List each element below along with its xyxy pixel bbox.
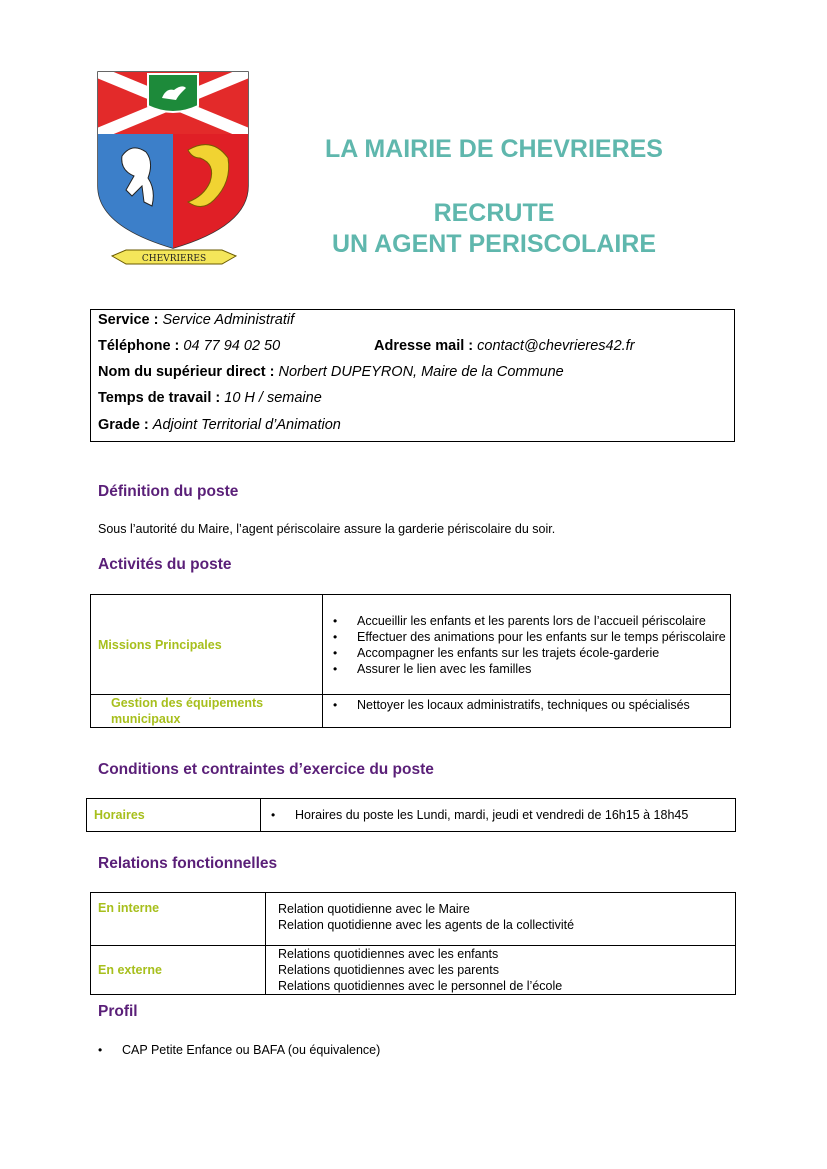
missions-cell xyxy=(323,595,731,695)
table-row xyxy=(91,893,736,946)
relation-line: Relations quotidiennes avec les parents xyxy=(278,963,499,977)
profile-list xyxy=(88,1042,380,1058)
superior-value: Norbert DUPEYRON, Maire de la Commune xyxy=(278,364,564,380)
activities-heading: Activités du poste xyxy=(98,556,232,573)
list-item: • Assurer le lien avec les familles xyxy=(323,661,730,677)
worktime-row xyxy=(98,388,322,408)
internal-cell xyxy=(266,893,736,946)
grade-value: Adjoint Territorial d’Animation xyxy=(152,417,341,433)
email-label: Adresse mail : xyxy=(374,338,474,354)
list-item: • Accompagner les enfants sur les trajets école-garderie xyxy=(323,645,730,661)
crest-ribbon-text: CHEVRIERES xyxy=(141,254,207,264)
table-row xyxy=(91,595,731,695)
grade-label: Grade : xyxy=(98,417,149,433)
service-row xyxy=(98,310,294,330)
worktime-label: Temps de travail : xyxy=(98,390,221,406)
phone-value: 04 77 94 02 50 xyxy=(183,338,281,354)
definition-heading: Définition du poste xyxy=(98,483,239,500)
list-item: • Nettoyer les locaux administratifs, techniques ou spécialisés xyxy=(323,697,730,713)
table-row xyxy=(87,799,736,832)
coat-of-arms-logo xyxy=(92,66,256,272)
superior-row xyxy=(98,362,564,382)
page-title-line-3: UN AGENT PERISCOLAIRE xyxy=(331,230,657,258)
list-item: • Effectuer des animations pour les enfants sur le temps périscolaire xyxy=(323,629,730,645)
internal-label: En interne xyxy=(91,893,266,946)
missions-label: Missions Principales xyxy=(91,595,323,695)
page-title-line-1: LA MAIRIE DE CHEVRIERES xyxy=(324,135,663,163)
list-item: • Accueillir les enfants et les parents lors de l’accueil périscolaire xyxy=(323,613,730,629)
email-row xyxy=(374,336,635,356)
equipment-label: Gestion des équipements municipaux xyxy=(91,695,323,728)
relation-line: Relations quotidiennes avec le personnel de l’école xyxy=(278,979,563,993)
activities-table xyxy=(90,594,731,728)
phone-row xyxy=(98,336,280,356)
profile-heading: Profil xyxy=(98,1003,138,1020)
hours-cell xyxy=(261,799,736,832)
table-row xyxy=(91,946,736,995)
definition-text: Sous l’autorité du Maire, l’agent périscolaire assure la garderie périscolaire du soir. xyxy=(98,522,556,536)
relation-line: Relation quotidienne avec les agents de la collectivité xyxy=(278,918,575,932)
email-value: contact@chevrieres42.fr xyxy=(477,338,635,354)
external-label: En externe xyxy=(91,946,266,995)
superior-label: Nom du supérieur direct : xyxy=(98,364,275,380)
conditions-table xyxy=(86,798,736,832)
hours-label: Horaires xyxy=(87,799,261,832)
job-info-box xyxy=(90,309,735,442)
relations-heading: Relations fonctionnelles xyxy=(98,855,278,872)
relation-line: Relation quotidienne avec le Maire xyxy=(278,902,470,916)
grade-row xyxy=(98,415,341,435)
relation-line: Relations quotidiennes avec les enfants xyxy=(278,947,499,961)
equipment-cell xyxy=(323,695,731,728)
table-row xyxy=(91,695,731,728)
page-title-line-2: RECRUTE xyxy=(433,199,555,227)
external-cell xyxy=(266,946,736,995)
list-item: • CAP Petite Enfance ou BAFA (ou équivalence) xyxy=(88,1042,380,1058)
service-value: Service Administratif xyxy=(162,312,295,328)
relations-table xyxy=(90,892,736,995)
phone-label: Téléphone : xyxy=(98,338,180,354)
list-item: • Horaires du poste les Lundi, mardi, jeudi et vendredi de 16h15 à 18h45 xyxy=(261,807,735,823)
service-label: Service : xyxy=(98,312,159,328)
worktime-value: 10 H / semaine xyxy=(224,390,322,406)
conditions-heading: Conditions et contraintes d’exercice du poste xyxy=(98,761,434,778)
